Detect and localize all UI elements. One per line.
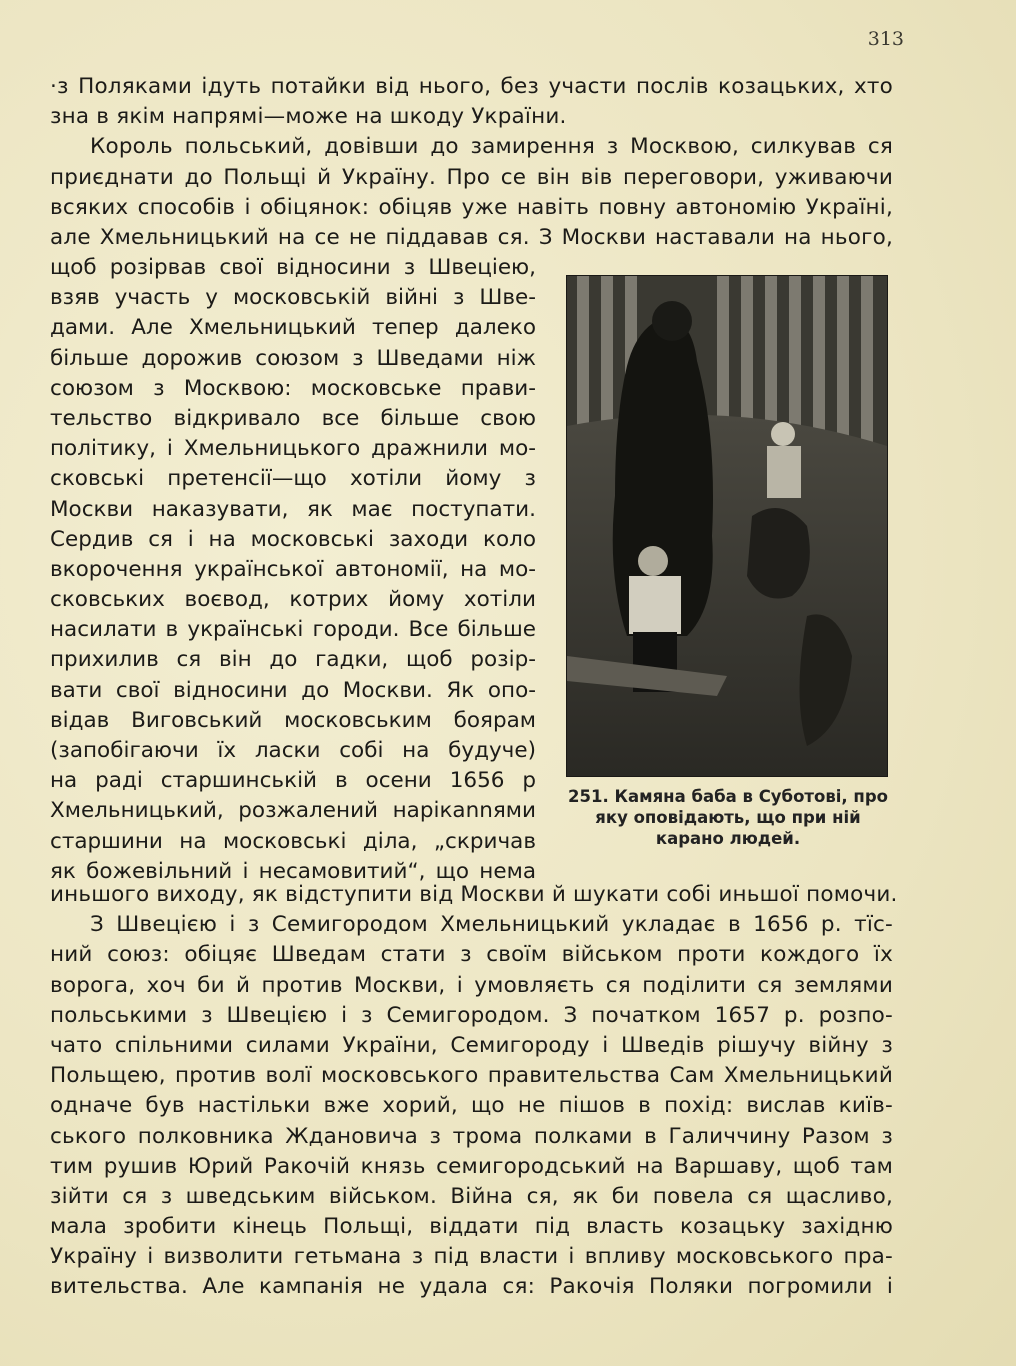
text-line: сковські претенсії—що хотіли йому з: [50, 466, 536, 492]
text-line: (запобігаючи їх ласки собі на будуче): [50, 738, 536, 763]
text-line: зійти ся з шведським військом. Війна ся, як би повела ся щасливо,: [50, 1183, 893, 1209]
text-line: чато спільними силами України, Семигороду і Шведів рішучу війну з: [50, 1032, 893, 1058]
top-paragraphs: [50, 72, 893, 253]
text-line: вительства. Але кампанія не удала ся: Ракочія Поляки погромили і: [50, 1274, 893, 1300]
text-line: Україну і визволити гетьмана з під власти і впливу московського пра-: [50, 1244, 893, 1270]
text-line: щоб розірвав свої відносини з Швеціею,: [50, 255, 536, 280]
photo-figure: [566, 275, 888, 777]
text-line: тельство відкривало все більше свою: [50, 405, 536, 431]
bottom-paragraphs: [50, 880, 898, 1303]
text-line: мала зробити кінець Польщі, віддати під власть козацьку західню: [50, 1214, 893, 1240]
stone-statue-photo-icon: [567, 276, 887, 776]
text-line: Король польський, довівши до замирення з Москвою, силкував ся: [90, 134, 893, 160]
text-line: одначе був настільки вже хорий, що не пішов в похід: вислав київ-: [50, 1093, 893, 1119]
text-line: З Швецією і з Семигородом Хмельницький укладає в 1656 р. тїс-: [90, 912, 893, 938]
text-line: більше дорожив союзом з Шведами ніж: [50, 345, 536, 371]
text-line: тим рушив Юрий Ракочій князь семигородський на Варшаву, щоб там: [50, 1153, 893, 1179]
text-line: сковських воєвод, котрих йому хотіли: [50, 587, 536, 613]
text-line: Сердив ся і на московські заходи коло: [50, 526, 536, 552]
text-line: Польщею, против волї московського правительства Сам Хмельницький: [50, 1063, 893, 1089]
text-line: приєднати до Польщі й Україну. Про се він вів переговори, уживаючи: [50, 164, 893, 190]
text-line: ний союз: обіцяє Шведам стати з своїм військом проти кождого їх: [50, 942, 893, 968]
text-line: ·з Поляками ідуть потайки від нього, без участи послів козацьких, хто: [50, 74, 893, 99]
text-line: взяв участь у московській війні з Шве-: [50, 285, 536, 311]
figure-caption: 251. Камяна баба в Суботові, про яку оповідають, що при ній карано людей.: [568, 787, 888, 848]
text-line: вати свої відносини до Москви. Як опо-: [50, 677, 536, 703]
text-line: відав Виговський московським боярам: [50, 707, 536, 733]
text-line: ворога, хоч би й против Москви, і умовляєть ся поділити ся землями: [50, 972, 893, 998]
page-number: 313: [867, 28, 904, 50]
text-line: насилати в українські городи. Все більше: [50, 617, 536, 643]
text-line: на раді старшинській в осени 1656 р: [50, 768, 536, 794]
text-line: ського полковника Ждановича з трома полками в Галиччину Разом з: [50, 1123, 893, 1149]
text-line: польськими з Швецією і з Семигородом. З початком 1657 р. розпо-: [50, 1002, 893, 1028]
text-line: иньшого виходу, як відступити від Москви й шукати собі иньшої помочи.: [50, 882, 898, 907]
left-column-text: [50, 253, 536, 887]
text-line: вкорочення української автономії, на мо-: [50, 556, 536, 582]
text-line: прихилив ся він до гадки, щоб розір-: [50, 647, 536, 673]
text-line: союзом з Москвою: московське прави-: [50, 375, 536, 401]
text-line: зна в якім напрямі—може на шкоду України.: [50, 104, 567, 130]
text-line: Москви наказувати, як має поступати.: [50, 496, 536, 522]
text-line: Хмельницький, розжалений нарікannями: [50, 798, 536, 824]
text-line: дами. Але Хмельницький тепер далеко: [50, 315, 536, 341]
text-line: всяких способів і обіцянок: обіцяв уже навіть повну автономію Україні,: [50, 194, 893, 220]
text-line: як божевільний і несамовитий“, що нема: [50, 858, 536, 884]
text-line: політику, і Хмельницького дражнили мо-: [50, 436, 536, 462]
text-line: але Хмельницький на се не піддавав ся. З Москви наставали на нього,: [50, 224, 893, 250]
text-line: старшини на московські діла, „скричав: [50, 828, 536, 854]
